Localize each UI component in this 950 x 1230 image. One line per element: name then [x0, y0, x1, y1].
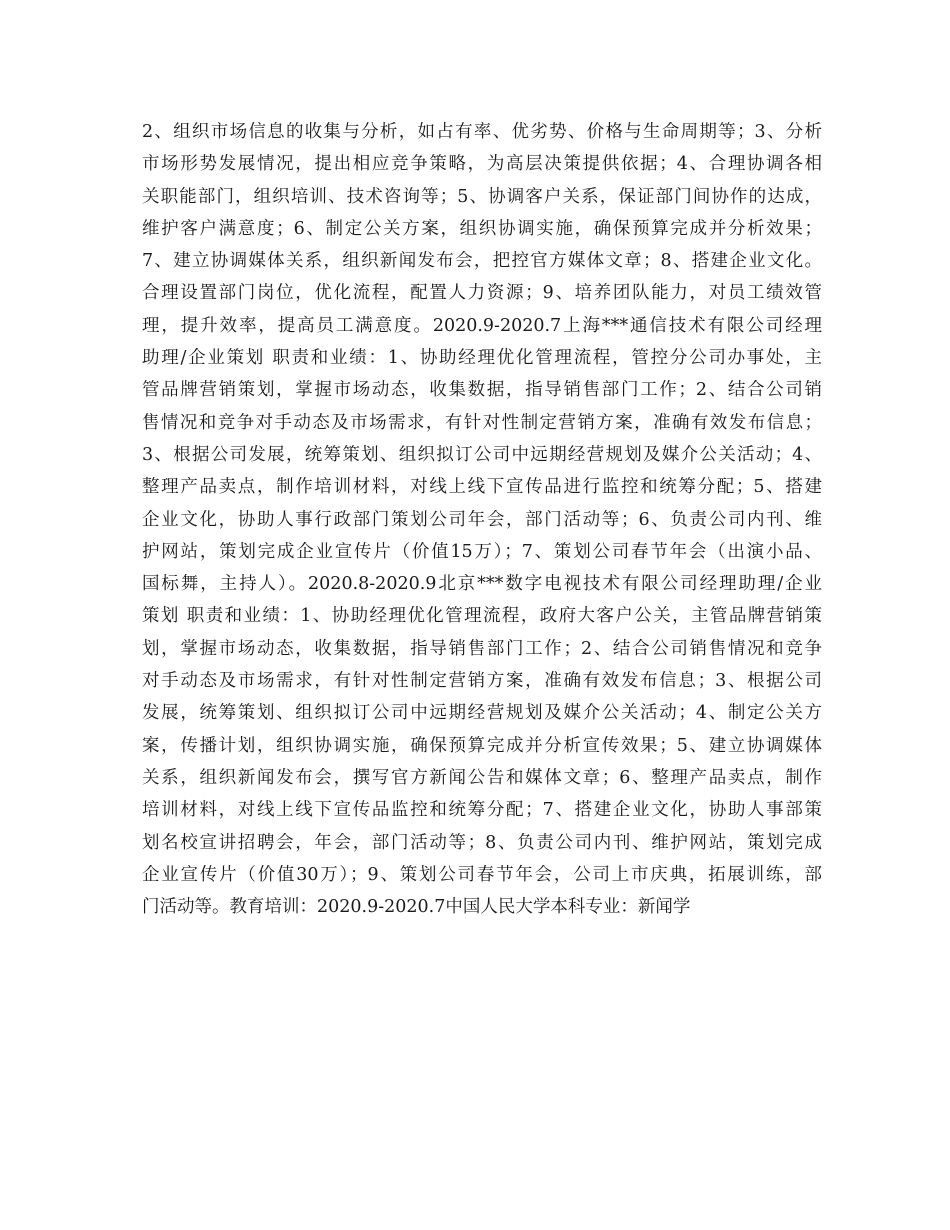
text-line: 培训材料，对线上线下宣传品监控和统筹分配；7、搭建企业文化，协助人事部策 — [142, 800, 822, 821]
text-line: 国标舞，主持人）。2020.8-2020.9北京***数字电视技术有限公司经理助理/企业 — [142, 574, 822, 595]
text-line: 助理/企业策划 职责和业绩：1、协助经理优化管理流程，管控分公司办事处，主 — [142, 348, 822, 369]
text-line: 7、建立协调媒体关系，组织新闻发布会，把控官方媒体文章；8、搭建企业文化。 — [142, 251, 822, 272]
text-line: 合理设置部门岗位，优化流程，配置人力资源；9、培养团队能力，对员工绩效管 — [142, 283, 822, 304]
text-line: 理，提升效率，提高员工满意度。2020.9-2020.7上海***通信技术有限公司经理 — [142, 315, 822, 336]
text-line: 发展，统筹策划、组织拟订公司中远期经营规划及媒介公关活动；4、制定公关方 — [142, 703, 822, 724]
body-paragraph — [142, 116, 822, 923]
text-line: 划名校宣讲招聘会，年会，部门活动等；8、负责公司内刊、维护网站，策划完成 — [142, 832, 822, 853]
text-line: 3、根据公司发展，统筹策划、组织拟订公司中远期经营规划及媒介公关活动；4、 — [142, 444, 822, 465]
text-line: 关职能部门，组织培训、技术咨询等；5、协调客户关系，保证部门间协作的达成， — [142, 186, 822, 207]
text-line: 管品牌营销策划，掌握市场动态，收集数据，指导销售部门工作；2、结合公司销 — [142, 380, 822, 401]
text-line: 护网站，策划完成企业宣传片（价值15万）；7、策划公司春节年会（出演小品、 — [142, 541, 822, 562]
text-line: 售情况和竞争对手动态及市场需求，有针对性制定营销方案，准确有效发布信息； — [142, 412, 822, 433]
text-line: 关系，组织新闻发布会，撰写官方新闻公告和媒体文章；6、整理产品卖点，制作 — [142, 767, 822, 788]
text-line: 对手动态及市场需求，有针对性制定营销方案，准确有效发布信息；3、根据公司 — [142, 671, 822, 692]
text-line: 划，掌握市场动态，收集数据，指导销售部门工作；2、结合公司销售情况和竞争 — [142, 638, 822, 659]
text-line: 案，传播计划，组织协调实施，确保预算完成并分析宣传效果；5、建立协调媒体 — [142, 735, 822, 756]
text-line: 整理产品卖点，制作培训材料，对线上线下宣传品进行监控和统筹分配；5、搭建 — [142, 477, 822, 498]
text-line: 门活动等。教育培训：2020.9-2020.7中国人民大学本科专业：新闻学 — [142, 897, 691, 918]
text-line: 市场形势发展情况，提出相应竞争策略，为高层决策提供依据；4、合理协调各相 — [142, 154, 822, 175]
text-line: 企业宣传片（价值30万）；9、策划公司春节年会，公司上市庆典，拓展训练，部 — [142, 864, 822, 885]
text-line: 维护客户满意度；6、制定公关方案，组织协调实施，确保预算完成并分析效果； — [142, 218, 822, 239]
text-line: 策划 职责和业绩：1、协助经理优化管理流程，政府大客户公关，主管品牌营销策 — [142, 606, 822, 627]
text-line: 企业文化，协助人事行政部门策划公司年会，部门活动等；6、负责公司内刊、维 — [142, 509, 822, 530]
text-line: 2、组织市场信息的收集与分析，如占有率、优劣势、价格与生命周期等；3、分析 — [142, 122, 822, 142]
